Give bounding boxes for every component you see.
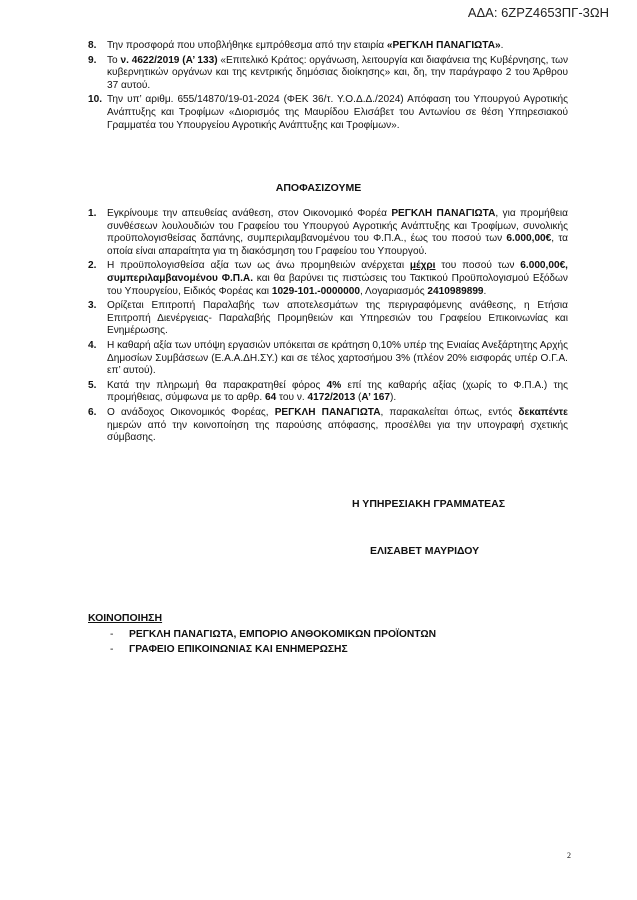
text-segment: , Λογαριασμός: [359, 285, 428, 297]
preamble-list: [88, 40, 568, 134]
list-item: [88, 340, 568, 378]
bold-text-segment: 1029-101.-0000000: [271, 285, 360, 297]
text-segment: ημερών από την κοινοποίηση της παρούσης απόφασης, προσέλθει για την υπογραφή σχετικής σύμβασης.: [107, 419, 568, 444]
bold-text-segment: ν. 4622/2019 (Α’ 133): [120, 54, 218, 66]
ada-code: ΑΔΑ: 6ΖΡΖ4653ΠΓ-3ΩΗ: [467, 5, 609, 20]
bold-text-segment: ΡΕΓΚΛΗ ΠΑΝΑΓΙΩΤΑ: [391, 208, 496, 219]
cc-item-text: ΡΕΓΚΛΗ ΠΑΝΑΓΙΩΤΑ, ΕΜΠΟΡΙΟ ΑΝΘΟΚΟΜΙΚΩΝ ΠΡΟΪΟΝΤΩΝ: [129, 629, 437, 640]
bold-text-segment: 6.000,00€, συμπεριλαμβανομένου Φ.Π.Α.: [107, 260, 568, 284]
text-segment: .: [483, 285, 487, 297]
text-segment: Η καθαρή αξία των υπόψη εργασιών υπόκειται σε κράτηση 0,10% υπέρ της Ενιαίας Ανεξάρτητης Αρχής Δημοσίων Συμβάσεων (Ε.Α.Α.ΔΗ.ΣΥ.) και σε τέλος χαρτοσήμου 3% (πλέον 20% εισφοράς υπέρ Ο.Γ.Α. επ’ αυτού).: [107, 339, 568, 377]
cc-heading: ΚΟΙΝΟΠΟΙΗΣΗ: [88, 612, 163, 624]
bold-underline-segment: [410, 260, 436, 271]
text-segment: και θα βαρύνει τις πιστώσεις του Τακτικού Προϋπολογισμού Εξόδων του Υπουργείου, Ειδικός Φορέας και: [107, 272, 568, 297]
bold-text-segment: 64: [265, 392, 277, 404]
list-item: [88, 260, 568, 298]
list-item: [88, 40, 568, 53]
decision-list: [88, 208, 568, 447]
bold-text-segment: δεκαπέντε: [518, 406, 568, 418]
bold-text-segment: «ΡΕΓΚΛΗ ΠΑΝΑΓΙΩΤΑ»: [386, 40, 501, 51]
cc-item-text: ΓΡΑΦΕΙΟ ΕΠΙΚΟΙΝΩΝΙΑΣ ΚΑΙ ΕΝΗΜΕΡΩΣΗΣ: [129, 643, 348, 655]
text-segment: Ο ανάδοχος Οικονομικός Φορέας,: [107, 406, 275, 418]
bold-text-segment: ΡΕΓΚΛΗ ΠΑΝΑΓΙΩΤΑ: [274, 406, 381, 418]
signer-name: ΕΛΙΣΑΒΕΤ ΜΑΥΡΙΔΟΥ: [370, 545, 480, 557]
bullet-dash: -: [110, 643, 114, 655]
list-item: [88, 208, 568, 258]
bold-text-segment: 2410989899: [427, 285, 484, 297]
bold-text-segment: 4172/2013: [307, 392, 356, 404]
list-item: [88, 380, 568, 405]
item-number: 2.: [88, 260, 97, 272]
item-number: 5.: [88, 379, 97, 391]
list-item: [88, 300, 568, 338]
text-segment: Η προϋπολογισθείσα αξία των ως άνω προμηθειών ανέρχεται: [107, 260, 410, 272]
text-segment: Ορίζεται Επιτροπή Παραλαβής των αποτελεσμάτων της περιγραφόμενης ανάθεσης, η Ετήσια Επιτροπή Διενέργειας- Παραλαβής Προμηθειών και Υπηρεσιών του Γραφείου Επικοινωνίας και Ενημέρωσης.: [107, 300, 568, 337]
list-item: [88, 94, 568, 132]
text-segment: Κατά την πληρωμή θα παρακρατηθεί φόρος: [107, 379, 327, 391]
text-segment: επί της καθαρής αξίας (χωρίς το Φ.Π.Α.) της προμήθειας, σύμφωνα με το αρθρ.: [107, 379, 568, 404]
text-segment: .: [500, 40, 504, 51]
text-segment: ).: [390, 392, 397, 404]
text-segment: Εγκρίνουμε την απευθείας ανάθεση, στον Οικονομικό Φορέα: [107, 208, 392, 219]
item-number: 4.: [88, 339, 97, 351]
cc-list-item: [110, 643, 436, 658]
decision-heading: ΑΠΟΦΑΣΙΖΟΥΜΕ: [275, 182, 362, 194]
text-segment: Την προσφορά που υποβλήθηκε εμπρόθεσμα από την εταιρία: [107, 40, 387, 51]
text-segment: Την υπ’ αριθμ. 655/14870/19-01-2024 (ΦΕΚ 36/τ. Υ.Ο.Δ.Δ./2024) Απόφαση του Υπουργού Αγροτικής Ανάπτυξης και Τροφίμων «Διορισμός της Μαυρίδου Ελισάβετ του Αντωνίου σε θέση Υπηρεσιακού Γραμματέα του Υπουργείου Αγροτικής Ανάπτυξης και Τροφίμων».: [107, 94, 568, 131]
text-segment: μέχρι: [409, 260, 436, 272]
text-segment: , παρακαλείται όπως, εντός: [380, 406, 519, 418]
item-number: 3.: [88, 300, 97, 312]
bullet-dash: -: [110, 629, 114, 640]
bold-text-segment: 4%: [326, 379, 342, 391]
text-segment: του ποσού των: [435, 260, 521, 272]
item-number: 1.: [88, 208, 97, 219]
list-item: [88, 407, 568, 445]
text-segment: (: [355, 392, 362, 404]
item-number: 8.: [88, 40, 97, 51]
item-number: 6.: [88, 406, 97, 418]
bold-text-segment: 6.000,00€: [506, 233, 552, 245]
cc-list: [110, 628, 436, 657]
signer-title: Η ΥΠΗΡΕΣΙΑΚΗ ΓΡΑΜΜΑΤΕΑΣ: [352, 498, 505, 510]
item-number: 9.: [88, 54, 97, 66]
text-segment: , για προμήθεια συνθέσεων λουλουδιών του Γραφείου του Υπουργού Αγροτικής Ανάπτυξης και Τροφίμων, συνολικής προϋπολογισθείσας δαπάνης, συμπεριλαμβανομένου του Φ.Π.Α., έως του ποσού των: [107, 208, 568, 245]
list-item: [88, 55, 568, 93]
text-segment: Το: [107, 54, 121, 66]
page-number: 2: [567, 851, 571, 860]
bold-text-segment: Α’ 167: [361, 392, 391, 404]
cc-list-item: [110, 628, 436, 643]
item-number: 10.: [88, 94, 103, 106]
text-segment: «Επιτελικό Κράτος: οργάνωση, λειτουργία και διαφάνεια της Κυβέρνησης, των κυβερνητικών οργάνων και της κεντρικής δημόσιας διοίκησης» και, δη, την παράγραφο 2 του Άρθρου 37 αυτού.: [107, 54, 568, 91]
text-segment: , τα οποία είναι απαραίτητα για τη διακόσμηση του Γραφείου του Υπουργού.: [107, 233, 568, 257]
text-segment: του ν.: [276, 392, 308, 404]
